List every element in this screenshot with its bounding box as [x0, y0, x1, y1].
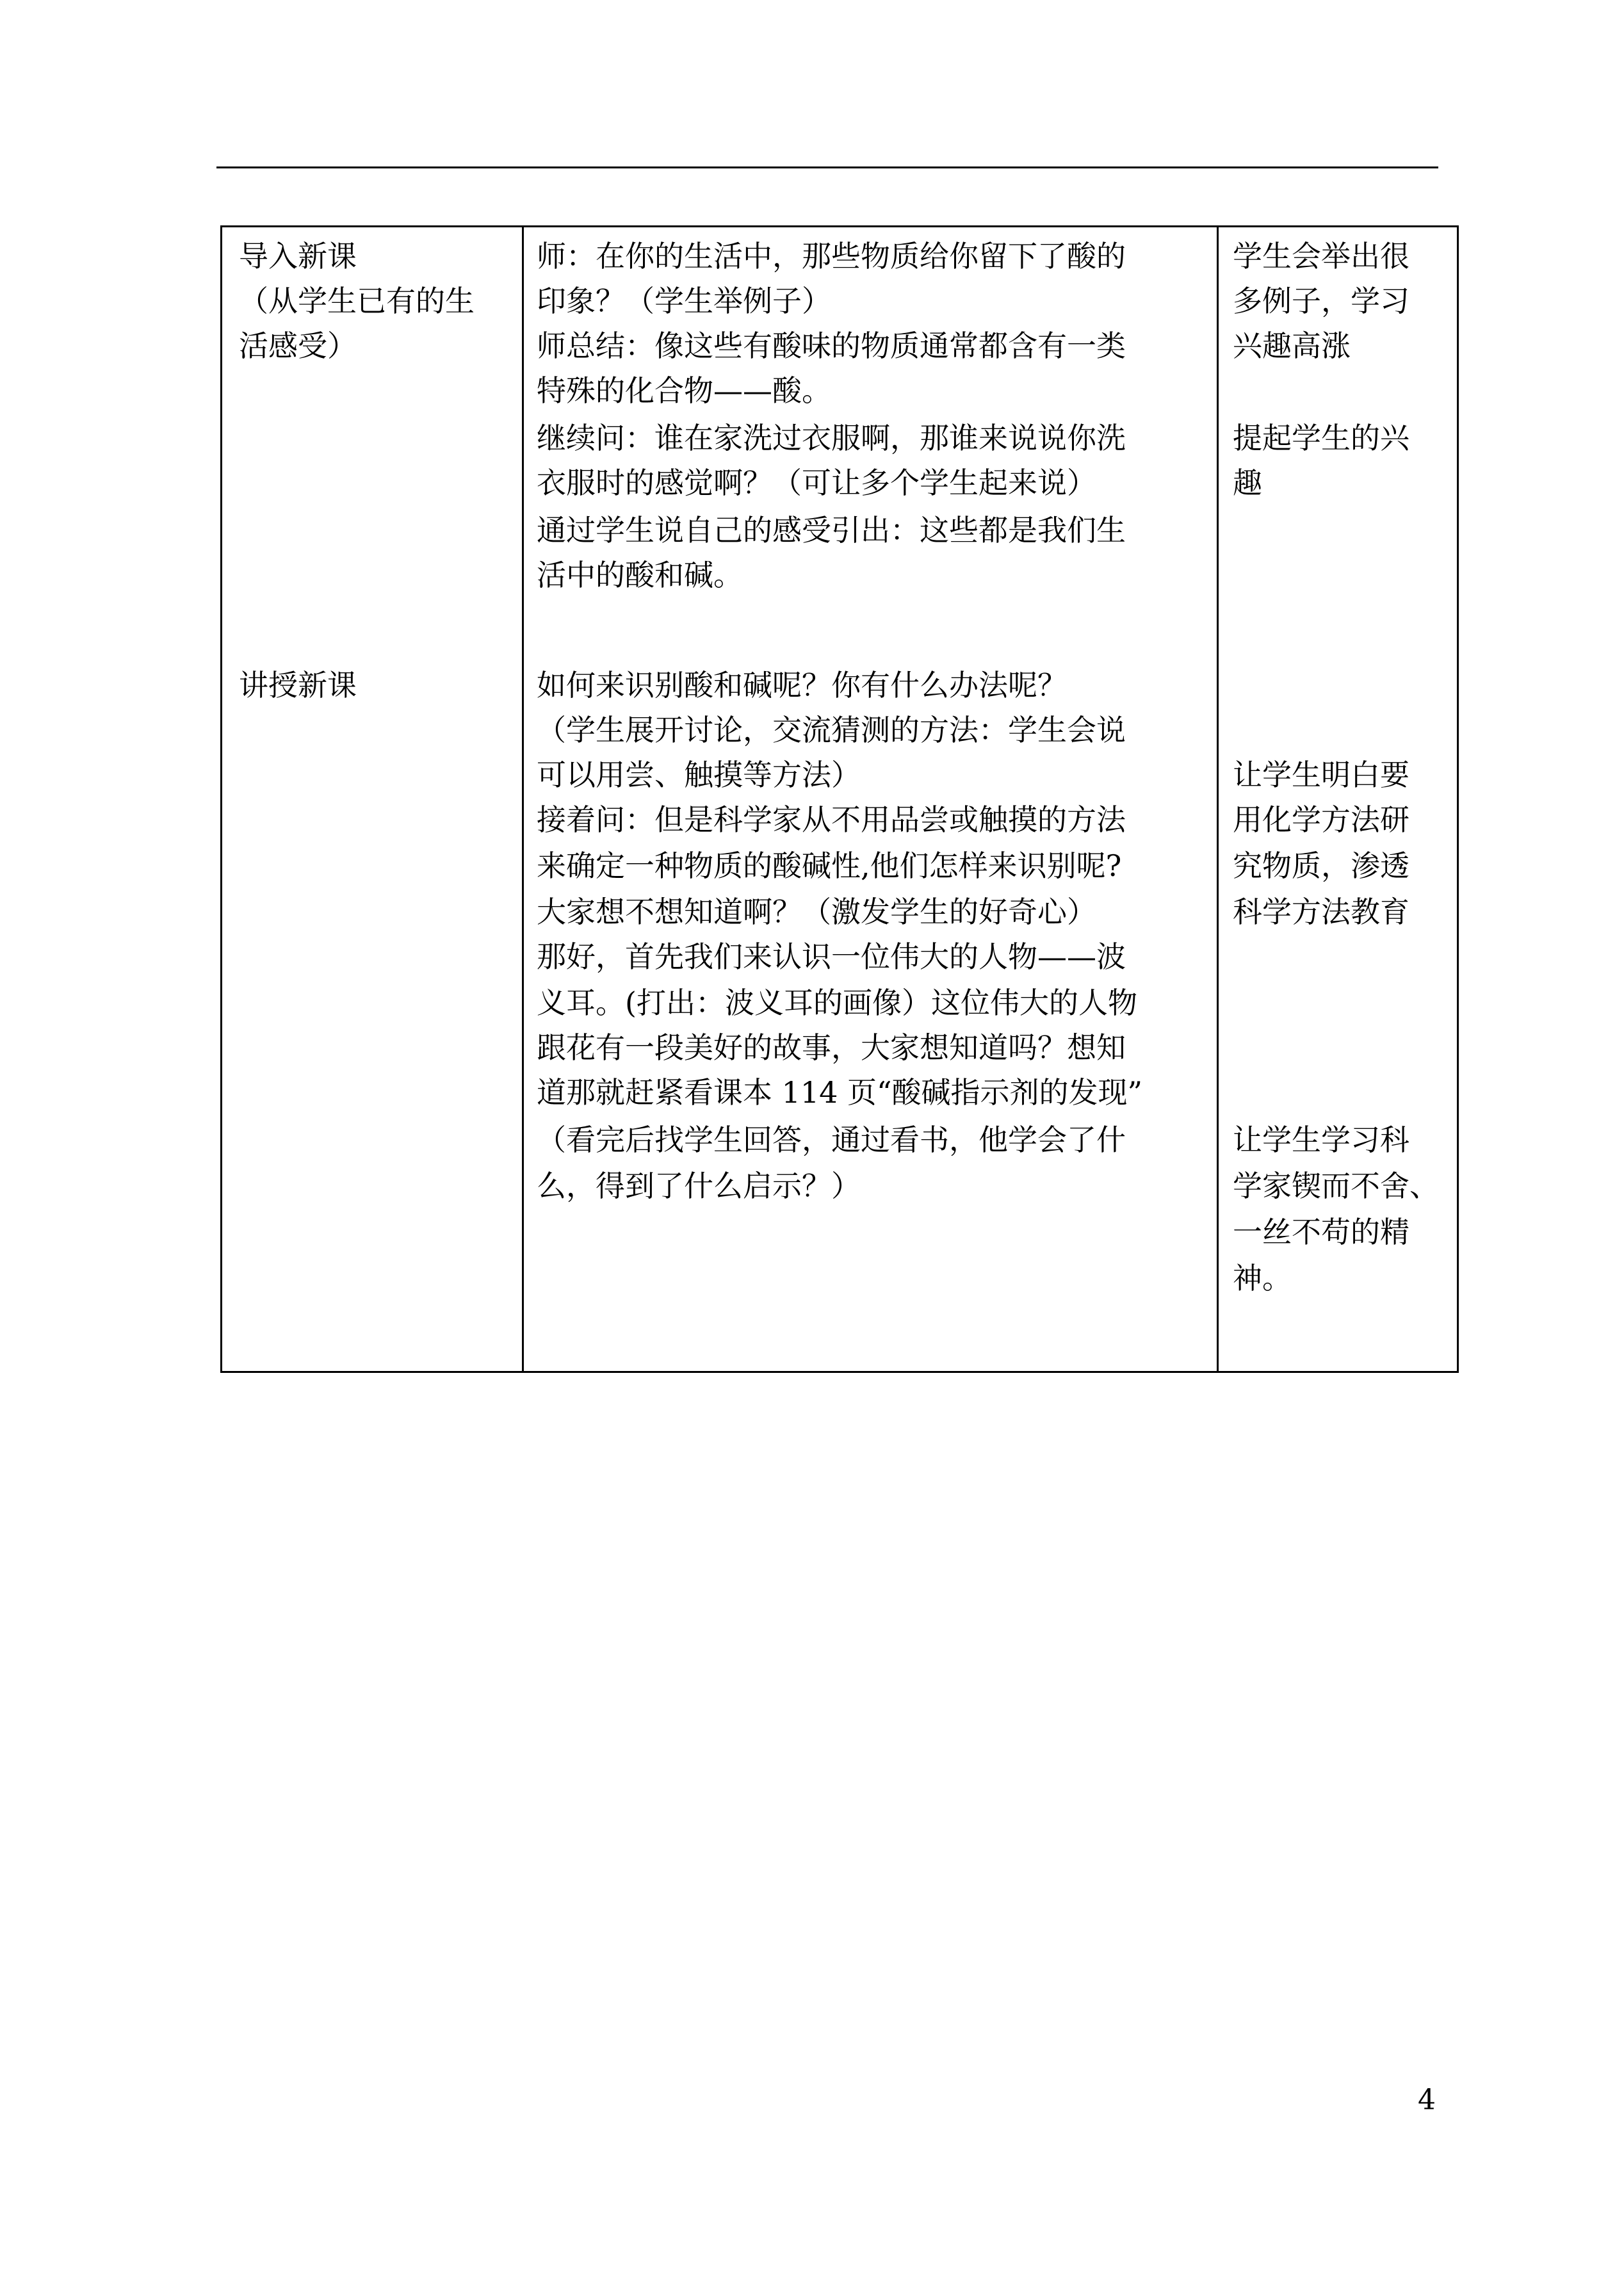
teacher-activity-column	[523, 227, 1218, 1372]
intent-line: 提起学生的兴	[1233, 421, 1409, 455]
teacher-line: （看完后找学生回答，通过看书，他学会了什	[537, 1123, 1126, 1157]
stage-label: 讲授新课	[239, 668, 357, 702]
intent-line: 学家锲而不舍、	[1233, 1169, 1439, 1203]
intent-line: 一丝不苟的精	[1233, 1215, 1409, 1249]
teacher-line: 师：在你的生活中，那些物质给你留下了酸的	[537, 239, 1126, 273]
teacher-line: 么，得到了什么启示？）	[537, 1169, 861, 1203]
teacher-line: 接着问：但是科学家从不用品尝或触摸的方法	[537, 802, 1126, 837]
intent-line: 兴趣高涨	[1233, 328, 1351, 363]
stage-column	[222, 227, 523, 1372]
intent-line: 究物质，渗透	[1233, 848, 1409, 883]
teacher-line: 可以用尝、触摸等方法）	[537, 758, 861, 792]
teacher-line: （学生展开讨论，交流猜测的方法：学生会说	[537, 713, 1126, 747]
design-intent-column	[1218, 227, 1458, 1372]
intent-line: 让学生明白要	[1233, 758, 1409, 792]
teacher-line: 师总结：像这些有酸味的物质通常都含有一类	[537, 328, 1126, 363]
teacher-line: 活中的酸和碱。	[537, 558, 743, 592]
stage-note: （从学生已有的生	[239, 284, 475, 318]
teacher-line: 特殊的化合物——酸。	[537, 373, 831, 408]
intent-line: 让学生学习科	[1233, 1123, 1409, 1157]
teacher-line: 那好，首先我们来认识一位伟大的人物——波	[537, 939, 1126, 974]
page-number: 4	[1418, 2084, 1436, 2116]
teacher-line: 通过学生说自己的感受引出：这些都是我们生	[537, 513, 1126, 547]
intent-line: 神。	[1233, 1261, 1292, 1295]
intent-line: 学生会举出很	[1233, 239, 1409, 273]
teacher-line: 道那就赶紧看课本 114 页“酸碱指示剂的发现”	[537, 1075, 1143, 1110]
teacher-line: 衣服时的感觉啊？（可让多个学生起来说）	[537, 466, 1096, 500]
intent-line: 多例子，学习	[1233, 284, 1409, 318]
teacher-line: 跟花有一段美好的故事，大家想知道吗？想知	[537, 1030, 1126, 1065]
intent-line: 趣	[1233, 466, 1262, 500]
teacher-line: 义耳。(打出：波义耳的画像）这位伟大的人物	[537, 985, 1137, 1020]
header-rule	[216, 166, 1438, 168]
lesson-plan-table	[220, 225, 1459, 1373]
teacher-line: 如何来识别酸和碱呢？你有什么办法呢？	[537, 668, 1067, 702]
teacher-line: 印象？（学生举例子）	[537, 284, 831, 318]
stage-note: 活感受）	[239, 328, 357, 363]
intent-line: 用化学方法研	[1233, 802, 1409, 837]
stage-label: 导入新课	[239, 239, 357, 273]
table-row	[222, 227, 1458, 1372]
teacher-line: 来确定一种物质的酸碱性,他们怎样来识别呢?	[537, 848, 1122, 883]
teacher-line: 大家想不想知道啊？（激发学生的好奇心）	[537, 895, 1096, 929]
intent-line: 科学方法教育	[1233, 895, 1409, 929]
teacher-line: 继续问：谁在家洗过衣服啊，那谁来说说你洗	[537, 421, 1126, 455]
